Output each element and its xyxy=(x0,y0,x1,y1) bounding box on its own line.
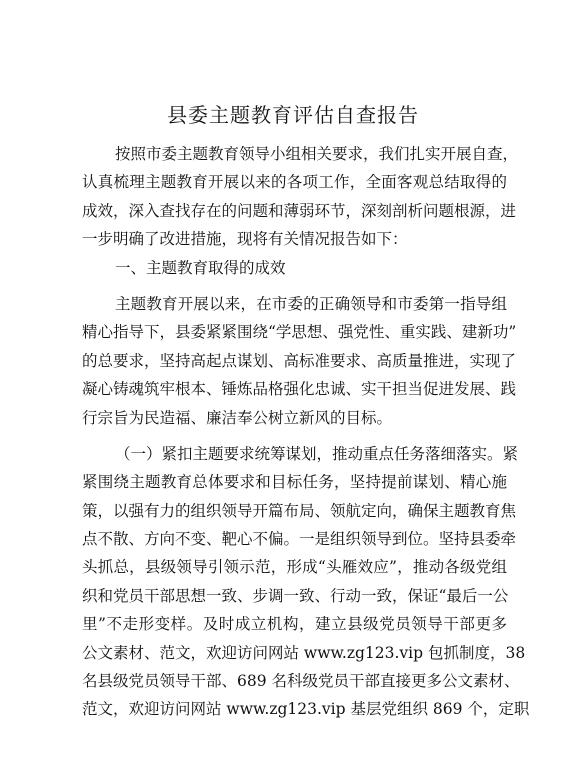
text-line: 按照市委主题教育领导小组相关要求，我们扎实开展自查， xyxy=(115,145,519,163)
text-line: 主题教育开展以来，在市委的正确领导和市委第一指导组 xyxy=(115,294,507,313)
paragraph-gap xyxy=(82,282,507,290)
text-line: 一步明确了改进措施，现将有关情况报告如下： xyxy=(82,230,408,249)
paragraph-gap xyxy=(82,432,507,440)
text-line: 范文，欢迎访问网站 www.zg123.vip 基层党组织 869 个，定职 xyxy=(82,700,530,719)
text-line: 认真梳理主题教育开展以来的各项工作，全面客观总结取得的 xyxy=(82,173,507,192)
text-line: 成效，深入查找存在的问题和薄弱环节，深刻剖析问题根源，进 xyxy=(82,201,517,220)
text-line: （一）紧扣主题要求统筹谋划，推动重点任务落细落实。紧 xyxy=(115,444,519,463)
text-line: 凝心铸魂筑牢根本、锤炼品格强化忠诚、实干担当促进发展、践 xyxy=(82,380,517,399)
document-title: 县委主题教育评估自查报告 xyxy=(167,103,419,127)
text-line: 策，以强有力的组织领导开篇布局、领航定向，确保主题教育焦 xyxy=(82,501,517,520)
text-line: 里”不走形变样。及时成立机构，建立县级党员领导干部更多 xyxy=(82,615,507,634)
section-heading: 一、主题教育取得的成效 xyxy=(115,258,286,277)
text-line: 精心指导下，县委紧紧围绕“学思想、强党性、重实践、建新功” xyxy=(82,323,517,342)
document-body xyxy=(82,140,530,724)
text-line: 紧围绕主题教育总体要求和目标任务，坚持提前谋划、精心施 xyxy=(82,473,507,492)
text-line: 公文素材、范文，欢迎访问网站 www.zg123.vip 包抓制度，38 xyxy=(82,643,526,662)
text-line: 名县级党员领导干部、689 名科级党员干部直接更多公文素材、 xyxy=(82,672,520,691)
text-line: 头抓总，县级领导引领示范，形成“头雁效应”，推动各级党组 xyxy=(82,558,507,577)
text-line: 点不散、方向不变、靶心不偏。一是组织领导到位。坚持县委牵 xyxy=(82,530,517,549)
text-line: 行宗旨为民造福、廉洁奉公树立新风的目标。 xyxy=(82,408,393,427)
text-line: 的总要求，坚持高起点谋划、高标准要求、高质量推进，实现了 xyxy=(82,351,517,370)
text-line: 织和党员干部思想一致、步调一致、行动一致，保证“最后一公 xyxy=(82,586,509,605)
